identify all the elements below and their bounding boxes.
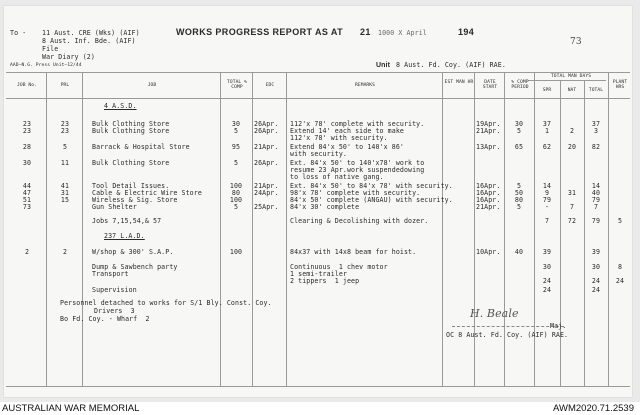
cell-date: 21Apr. xyxy=(476,127,501,135)
cell-remarks: 98'x 78' complete with security. xyxy=(290,189,421,197)
cell-period: 5 xyxy=(516,127,522,135)
detached-line-3: Bo Fd. Coy. - Wharf 2 xyxy=(60,315,150,323)
report-year: 194 xyxy=(458,27,475,37)
col-prl: PRL xyxy=(60,83,70,88)
unit-value: 8 Aust. Fd. Coy. (AIF) RAE. xyxy=(396,61,506,69)
col-est-man-hr: EST MAN HR xyxy=(444,80,474,85)
cell-spr: 62 xyxy=(542,143,552,151)
cell-pct: 80 xyxy=(231,189,241,197)
cell-remarks: 1 semi-trailer xyxy=(290,270,347,278)
cell-remarks: 112'x 78' with security. xyxy=(290,134,388,142)
cell-total: 24 xyxy=(591,286,601,294)
cell-spr: 14 xyxy=(542,182,552,190)
cell-nat: 7 xyxy=(569,203,575,211)
cell-remarks: with security. xyxy=(290,150,347,158)
to-line-2: 8 Aust. Inf. Bde. (AIF) xyxy=(42,37,136,45)
cell-plant: 5 xyxy=(617,217,623,225)
cell-remarks: to loss of native gang. xyxy=(290,173,384,181)
cell-job: Wireless & Sig. Store xyxy=(92,196,178,204)
cell-job-no: 73 xyxy=(22,203,32,211)
cell-spr: - xyxy=(544,203,550,211)
cell-remarks: Ext. 84'x 50' to 140'x78' work to xyxy=(290,159,425,167)
cell-spr: 9 xyxy=(544,189,550,197)
cell-spr: 24 xyxy=(542,286,552,294)
col-total-pct-comp: TOTAL % COMP xyxy=(226,80,248,90)
cell-plant: 8 xyxy=(617,263,623,271)
col-total: TOTAL xyxy=(588,88,604,93)
cell-job-no: 23 xyxy=(22,120,32,128)
cell-spr: 1 xyxy=(544,127,550,135)
cell-job: Barrack & Hospital Store xyxy=(92,143,190,151)
cell-job: Bulk Clothing Store xyxy=(92,159,170,167)
archive-footer xyxy=(0,402,640,415)
cell-edc: 24Apr. xyxy=(254,189,279,197)
cell-job: Supervision xyxy=(92,286,137,294)
cell-edc: 21Apr. xyxy=(254,143,279,151)
cell-edc: 26Apr. xyxy=(254,127,279,135)
cell-edc: 26Apr. xyxy=(254,120,279,128)
cell-remarks: Clearing & Decolishing with dozer. xyxy=(290,217,429,225)
cell-spr: 7 xyxy=(544,217,550,225)
cell-spr: 79 xyxy=(542,196,552,204)
cell-total: 40 xyxy=(591,189,601,197)
col-total-man-days: TOTAL MAN DAYS xyxy=(550,74,592,79)
unit-label: Unit xyxy=(376,62,391,69)
cell-nat: 2 xyxy=(569,127,575,135)
cell-spr: 30 xyxy=(542,263,552,271)
cell-spr: 39 xyxy=(542,248,552,256)
cell-job-no: 44 xyxy=(22,182,32,190)
cell-pct: 100 xyxy=(229,182,243,190)
cell-period: 40 xyxy=(514,248,524,256)
cell-remarks: 2 tippers 1 jeep xyxy=(290,277,360,285)
cell-job-no: 47 xyxy=(22,189,32,197)
signature-script: H. Beale xyxy=(470,307,519,320)
cell-prl: 23 xyxy=(60,120,70,128)
cell-pct: 100 xyxy=(229,248,243,256)
cell-job: Bulk Clothing Store xyxy=(92,127,170,135)
col-nat: NAT xyxy=(567,88,577,93)
cell-date: 16Apr. xyxy=(476,189,501,197)
cell-date: 16Apr. xyxy=(476,182,501,190)
cell-prl: 15 xyxy=(60,196,70,204)
cell-edc: 26Apr. xyxy=(254,159,279,167)
to-line-4: War Diary (2) xyxy=(42,53,95,61)
cell-job: Transport xyxy=(92,270,129,278)
col-spr: SPR xyxy=(542,88,552,93)
cell-pct: 5 xyxy=(233,159,239,167)
cell-plant: 24 xyxy=(615,277,625,285)
cell-total: 39 xyxy=(591,248,601,256)
cell-period: 65 xyxy=(514,143,524,151)
detached-line-1: Personnel detached to works for S/1 Bly. Const. Coy. xyxy=(60,299,272,307)
cell-job: Gun Shelter xyxy=(92,203,137,211)
footer-institution: AUSTRALIAN WAR MEMORIAL xyxy=(2,403,140,414)
cell-remarks: 84'x 30' complete xyxy=(290,203,360,211)
col-job: JOB xyxy=(147,83,157,88)
cell-period: 80 xyxy=(514,196,524,204)
to-line-3: File xyxy=(42,45,59,53)
cell-prl: 41 xyxy=(60,182,70,190)
cell-prl: 11 xyxy=(60,159,70,167)
cell-remarks: resume 23 Apr.work suspendedowing xyxy=(290,166,425,174)
cell-job-no: 51 xyxy=(22,196,32,204)
cell-job: Bulk Clothing Store xyxy=(92,120,170,128)
cell-period: 5 xyxy=(516,182,522,190)
form-code: AAD—N.G. Press Unit—12/44 xyxy=(10,63,82,68)
cell-period: 5 xyxy=(516,203,522,211)
cell-pct: 5 xyxy=(233,203,239,211)
cell-prl: 5 xyxy=(62,143,68,151)
section-heading-lad: 237 L.A.D. xyxy=(104,232,145,240)
cell-job: Cable & Electric Wire Store xyxy=(92,189,202,197)
cell-period: 50 xyxy=(514,189,524,197)
detached-line-2: Drivers 3 xyxy=(94,307,135,315)
stamp-mark: 73 xyxy=(570,37,582,47)
cell-date: 13Apr. xyxy=(476,143,501,151)
cell-spr: 37 xyxy=(542,120,552,128)
cell-nat: 72 xyxy=(567,217,577,225)
cell-total: 3 xyxy=(593,127,599,135)
cell-prl: 2 xyxy=(62,248,68,256)
cell-remarks: Continuous 1 chev motor xyxy=(290,263,388,271)
cell-job-no: 30 xyxy=(22,159,32,167)
cell-pct: 30 xyxy=(231,120,241,128)
cell-remarks: 84x37 with 14x8 beam for hoist. xyxy=(290,248,417,256)
cell-remarks: Ext. 84'x 50' to 84'x 78' with security. xyxy=(290,182,453,190)
cell-pct: 5 xyxy=(233,127,239,135)
cell-total: 79 xyxy=(591,217,601,225)
col-edc: EDC xyxy=(265,83,275,88)
col-date-start: DATE START xyxy=(482,80,498,90)
cell-total: 37 xyxy=(591,120,601,128)
cell-pct: 100 xyxy=(229,196,243,204)
cell-nat: 20 xyxy=(567,143,577,151)
cell-job-no: 2 xyxy=(24,248,30,256)
to-line-1: 11 Aust. CRE (Wks) (AIF) xyxy=(42,29,140,37)
col-remarks: REMARKS xyxy=(354,83,376,88)
cell-job: Dump & Sawbench party xyxy=(92,263,178,271)
cell-prl: 23 xyxy=(60,127,70,135)
col-plant-hrs: PLANT HRS xyxy=(612,80,628,90)
col-pct-comp-period: % COMP PERIOD xyxy=(511,80,529,90)
footer-accession: AWM2020.71.2539 xyxy=(553,403,634,414)
cell-job-no: 28 xyxy=(22,143,32,151)
cell-total: 14 xyxy=(591,182,601,190)
signature-block: OC 8 Aust. Fd. Coy. (AIF) RAE. xyxy=(446,331,569,339)
report-title: WORKS PROGRESS REPORT AS AT xyxy=(176,27,343,37)
cell-prl: 31 xyxy=(60,189,70,197)
cell-total: 79 xyxy=(591,196,601,204)
cell-spr: 24 xyxy=(542,277,552,285)
cell-date: 21Apr. xyxy=(476,203,501,211)
cell-period: 30 xyxy=(514,120,524,128)
cell-job: Jobs 7,15,54,& 57 xyxy=(92,217,162,225)
cell-edc: 25Apr. xyxy=(254,203,279,211)
signature-rank: Maj. xyxy=(550,322,567,330)
cell-remarks: 84'x 50' complete (ANGAU) with security. xyxy=(290,196,453,204)
cell-total: 82 xyxy=(591,143,601,151)
report-date-overtype: 1000 X April xyxy=(378,29,427,37)
cell-date: 10Apr. xyxy=(476,248,501,256)
cell-date: 16Apr. xyxy=(476,196,501,204)
cell-total: 7 xyxy=(593,203,599,211)
cell-job: Tool Detail Issues. xyxy=(92,182,170,190)
cell-nat: 31 xyxy=(567,189,577,197)
cell-total: 24 xyxy=(591,277,601,285)
cell-remarks: 112'x 78' complete with security. xyxy=(290,120,425,128)
report-sheet xyxy=(4,6,632,397)
section-heading-asd: 4 A.S.D. xyxy=(104,102,137,110)
col-job-no: JOB No. xyxy=(16,83,38,88)
cell-remarks: Extend 84'x 50' to 140'x 86' xyxy=(290,143,404,151)
cell-job-no: 23 xyxy=(22,127,32,135)
to-label: To - xyxy=(10,29,27,37)
report-date-day: 21 xyxy=(360,27,371,37)
cell-edc: 21Apr. xyxy=(254,182,279,190)
cell-remarks: Extend 14' each side to make xyxy=(290,127,404,135)
cell-total: 30 xyxy=(591,263,601,271)
cell-date: 19Apr. xyxy=(476,120,501,128)
cell-pct: 95 xyxy=(231,143,241,151)
cell-job: W/shop & 300' S.A.P. xyxy=(92,248,174,256)
